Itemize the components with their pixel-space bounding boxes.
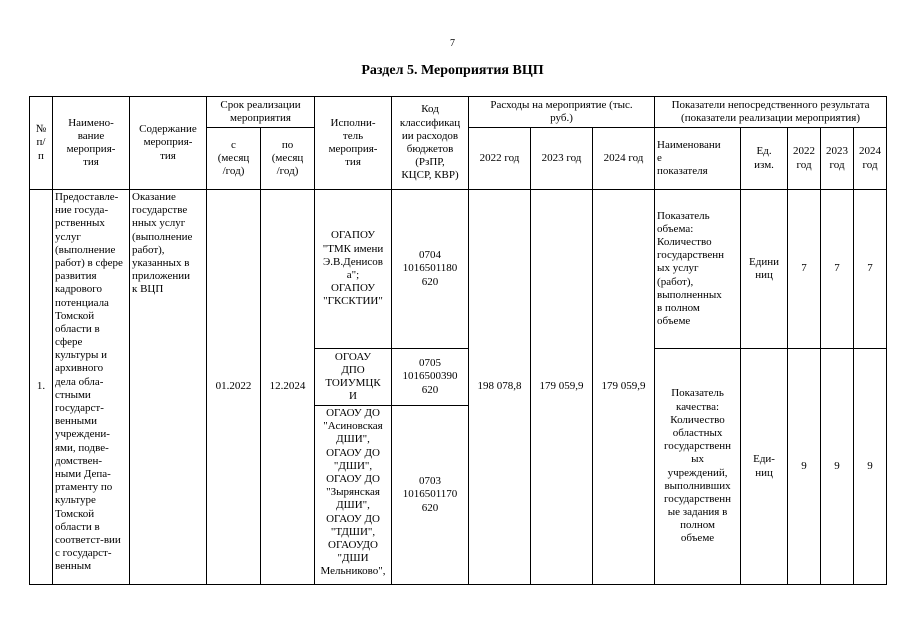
indicator-2023-2: 9 — [821, 349, 854, 585]
header-expenses: Расходы на мероприятие (тыс. руб.) — [469, 97, 655, 128]
row-code-3: 0703 1016501170 620 — [392, 406, 469, 585]
header-exp-2022: 2022 год — [469, 128, 531, 190]
page-number: 7 — [450, 38, 455, 49]
header-indicators: Показатели непосредственного результата (показатели реализации мероприятия) — [655, 97, 887, 128]
header-executor: Исполни- тель мероприя- тия — [315, 97, 392, 190]
indicator-unit-2: Еди- ниц — [741, 349, 788, 585]
header-term-from: с (месяц /год) — [207, 128, 261, 190]
header-code: Код классификац ии расходов бюджетов (РзПР, КЦСР, КВР) — [392, 97, 469, 190]
table-row — [30, 190, 887, 349]
row-term-to: 12.2024 — [261, 190, 315, 585]
page-title: Раздел 5. Мероприятия ВЦП — [361, 63, 544, 78]
indicator-name-1: Показатель объема: Количество государственн ых услуг (работ), выполненных в полном объеме — [655, 190, 741, 349]
row-executor-2: ОГОАУ ДПО ТОИУМЦК И — [315, 349, 392, 406]
indicator-2023-1: 7 — [821, 190, 854, 349]
row-name: Предоставле- ние госуда- рственных услуг (выполнение работ) в сфере развития кадрового потенциала Томской области в сфере культуры и архивного дела обла- стными государст- венными учреждени- ями, подве- домствен- ными Депа- ртаменту по культуре Томской области в соответст-вии с государст- венным — [53, 190, 130, 585]
header-exp-2023: 2023 год — [531, 128, 593, 190]
indicator-2024-2: 9 — [854, 349, 887, 585]
header-ind-2024: 2024 год — [854, 128, 887, 190]
row-code-2: 0705 1016500390 620 — [392, 349, 469, 406]
row-executor-3: ОГАОУ ДО "Асиновская ДШИ", ОГАОУ ДО "ДШИ", ОГАОУ ДО "Зырянская ДШИ", ОГАОУ ДО "ТДШИ", ОГАОУДО "ДШИ Мельниково", — [315, 406, 392, 585]
header-content: Содержание мероприя- тия — [130, 97, 207, 190]
row-code-1: 0704 1016501180 620 — [392, 190, 469, 349]
row-exp-2023: 179 059,9 — [531, 190, 593, 585]
header-ind-2023: 2023 год — [821, 128, 854, 190]
row-exp-2024: 179 059,9 — [593, 190, 655, 585]
header-exp-2024: 2024 год — [593, 128, 655, 190]
header-ind-unit: Ед. изм. — [741, 128, 788, 190]
header-term-to: по (месяц /год) — [261, 128, 315, 190]
header-ind-2022: 2022 год — [788, 128, 821, 190]
indicator-2022-2: 9 — [788, 349, 821, 585]
header-name: Наимено- вание мероприя- тия — [53, 97, 130, 190]
indicator-name-2: Показатель качества: Количество областных государственн ых учреждений, выполнивших государственн ые задания в полном объеме — [655, 349, 741, 585]
header-ind-name: Наименовани е показателя — [655, 128, 741, 190]
indicator-unit-1: Едини ниц — [741, 190, 788, 349]
row-content: Оказание государстве нных услуг (выполнение работ), указанных в приложении к ВЦП — [130, 190, 207, 585]
indicator-2022-1: 7 — [788, 190, 821, 349]
row-num: 1. — [30, 190, 53, 585]
header-term: Срок реализации мероприятия — [207, 97, 315, 128]
events-table — [29, 96, 887, 585]
row-executor-1: ОГАПОУ "ТМК имени Э.В.Денисов а"; ОГАПОУ "ГКСКТИИ" — [315, 190, 392, 349]
row-term-from: 01.2022 — [207, 190, 261, 585]
row-exp-2022: 198 078,8 — [469, 190, 531, 585]
header-num: № п/ п — [30, 97, 53, 190]
indicator-2024-1: 7 — [854, 190, 887, 349]
